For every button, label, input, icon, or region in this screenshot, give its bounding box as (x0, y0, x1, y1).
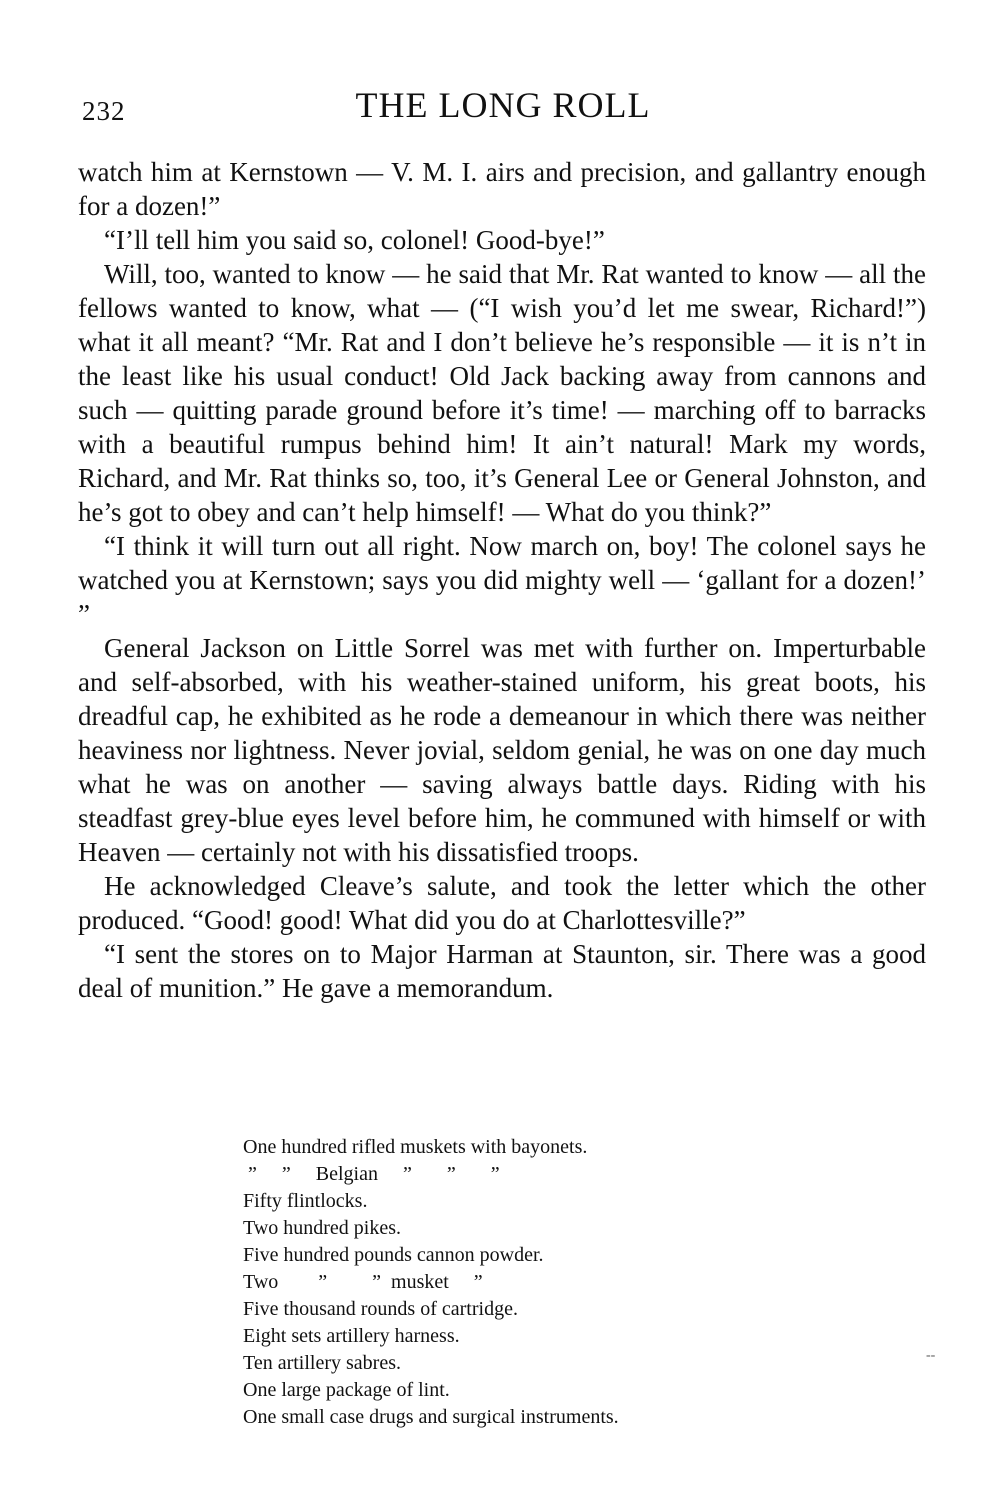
page-number: 232 (82, 96, 126, 126)
list-item: Eight sets artillery harness. (243, 1325, 460, 1347)
list-item: Two hundred pikes. (243, 1217, 402, 1239)
list-item: One hundred rifled muskets with bayonets. (243, 1136, 588, 1158)
list-item: Five thousand rounds of cartridge. (243, 1298, 518, 1320)
list-item: One small case drugs and surgical instruments. (243, 1406, 619, 1428)
paragraph: General Jackson on Little Sorrel was met with further on. Imperturbable and self-absorbed, with his weather-stained uniform, his great boots, his dreadful cap, he exhibited as he rode a demeanour in which there was neither heaviness nor lightness. Never jovial, seldom genial, he was on one day much what he was on another — saving always battle days. Riding with his steadfast grey-blue eyes level before him, he communed with himself or with Heaven — certainly not with his dissatisfied troops. (78, 633, 926, 867)
paragraph: “I’ll tell him you said so, colonel! Good-bye!” (104, 225, 605, 255)
paragraph: watch him at Kernstown — V. M. I. airs and precision, and gallantry enough for a dozen!” (78, 157, 926, 221)
paragraph: He acknowledged Cleave’s salute, and took the letter which the other produced. “Good! good! What did you do at Charlottesville?” (78, 871, 926, 935)
page-header (82, 84, 924, 134)
list-item: Fifty flintlocks. (243, 1190, 368, 1212)
list-item: One large package of lint. (243, 1379, 450, 1401)
list-item: Two ” ” musket ” (243, 1271, 483, 1293)
memorandum-list (243, 1134, 763, 1431)
list-item: Ten artillery sabres. (243, 1352, 401, 1374)
page-mark: -- (926, 1348, 936, 1363)
list-item: Five hundred pounds cannon powder. (243, 1244, 544, 1266)
body-text (78, 155, 926, 1005)
paragraph: “I sent the stores on to Major Harman at Staunton, sir. There was a good deal of munition.” He gave a memorandum. (78, 939, 926, 1003)
list-item: ” ” Belgian ” ” ” (243, 1163, 500, 1185)
running-head: THE LONG ROLL (355, 85, 651, 125)
paragraph: Will, too, wanted to know — he said that Mr. Rat wanted to know — all the fellows wanted to know, what — (“I wish you’d let me swear, Richard!”) what it all meant? “Mr. Rat and I don’t believe he’s responsible — it is n’t in the least like his usual conduct! Old Jack backing away from cannons and such — quitting parade ground before it’s time! — marching off to barracks with a beautiful rumpus behind him! It ain’t natural! Mark my words, Richard, and Mr. Rat thinks so, too, it’s General Lee or General Johnston, and he’s got to obey and can’t help himself! — What do you think?” (78, 259, 926, 527)
paragraph: “I think it will turn out all right. Now march on, boy! The colonel says he watched you at Kernstown; says you did mighty well — ‘gallant for a dozen!’ ” (78, 531, 926, 629)
